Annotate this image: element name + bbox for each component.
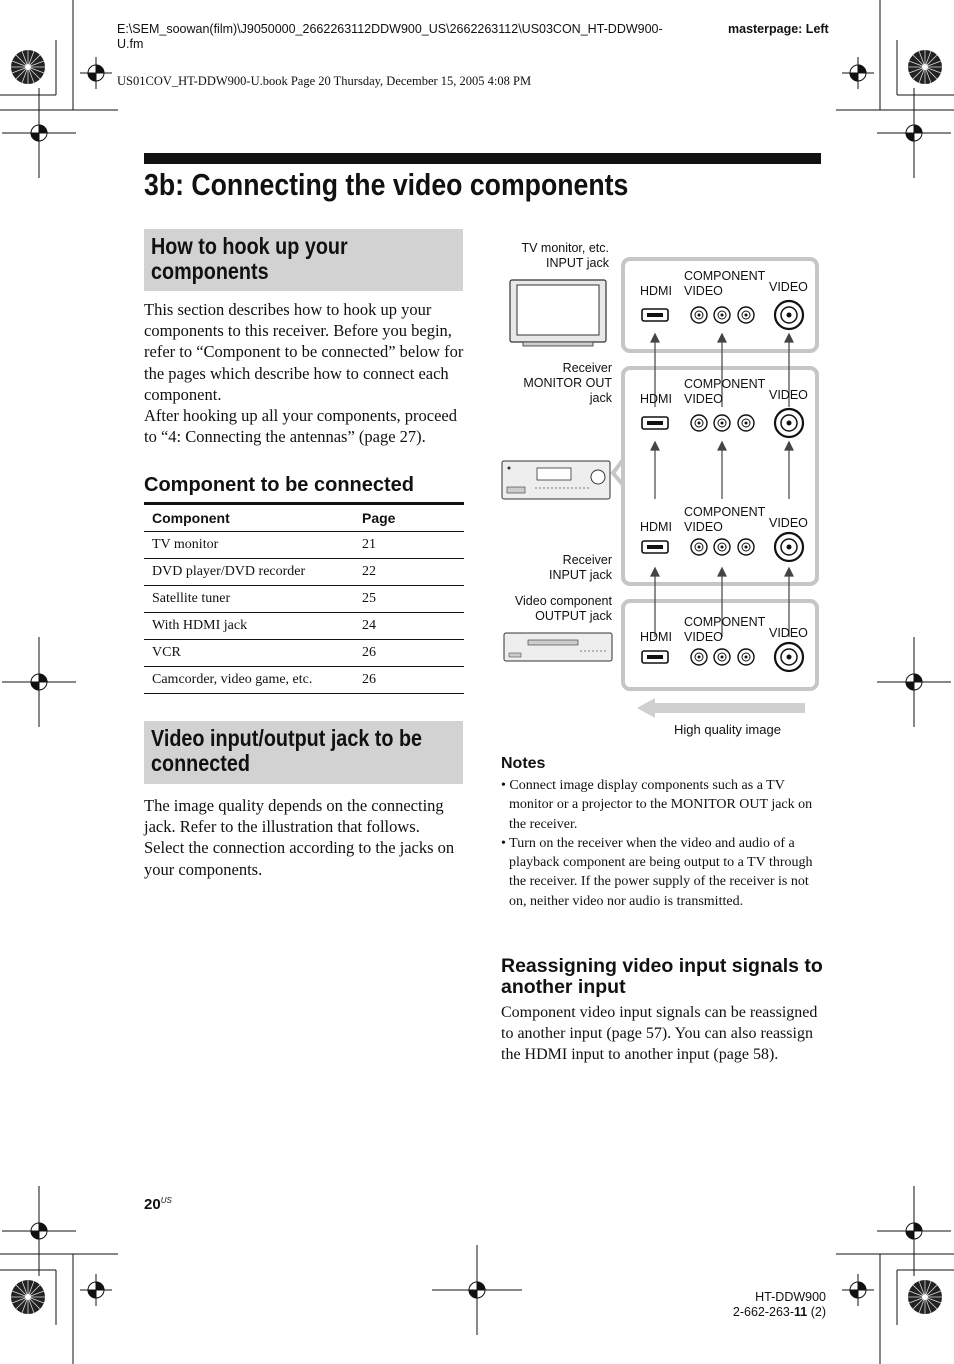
component-word: COMPONENT: [684, 505, 766, 519]
component-cell: With HDMI jack: [144, 613, 354, 640]
part-code-bold: 11: [794, 1305, 808, 1319]
mon-label-line-3: jack: [589, 391, 612, 405]
monitor-out-label: [470, 361, 612, 406]
part-code-suffix: (2): [807, 1305, 826, 1319]
video-word: VIDEO: [684, 520, 723, 534]
page-cell: 26: [354, 667, 464, 694]
reassign-heading: Reassigning video input signals to another input: [501, 955, 823, 998]
page-number: [144, 1196, 172, 1213]
page-title: 3b: Connecting the video components: [144, 167, 629, 202]
video-label: VIDEO: [769, 626, 808, 640]
component-table: [144, 502, 464, 694]
col-page-header: Page: [354, 504, 464, 532]
dvd-illustration: [504, 633, 612, 661]
receiver-illustration: [502, 461, 610, 499]
section-heading-hookup: [144, 229, 463, 291]
hookup-paragraph-2: After hooking up all your components, proceed to “4: Connecting the antennas” (page 27).: [144, 406, 457, 447]
note-text: Turn on the receiver when the video and audio of a playback component are being output to a TV through the receiver. If the power supply of the receiver is not on, neither video nor audio is transmitted.: [509, 835, 813, 909]
video-label: VIDEO: [769, 388, 808, 402]
col-component-header: Component: [144, 504, 354, 532]
hookup-text: [144, 299, 464, 447]
list-item: • Turn on the receiver when the video and audio of a playback component are being output to a TV through the receiver. If the power supply of the receiver is not on, neither video nor audio is transmitted.: [501, 835, 813, 909]
vc-label-line-1: Video component: [514, 594, 612, 608]
video-output-label: [470, 594, 612, 624]
video-jack-heading: Video input/output jack to be connected: [151, 725, 423, 776]
jack-row-monitor-out: [642, 409, 803, 437]
component-label: [684, 269, 765, 299]
notes-heading: Notes: [501, 755, 546, 772]
page-cell: 25: [354, 586, 464, 613]
hookup-paragraph-1: This section describes how to hook up your components to this receiver. Before you begin, refer to “Component to be connected” below for the pages which describe how to connect each component.: [144, 300, 464, 404]
quality-arrow: [637, 698, 805, 718]
jack-row-video-output: [642, 643, 803, 671]
component-word: COMPONENT: [684, 615, 766, 629]
component-table-heading: Component to be connected: [144, 474, 414, 496]
hdmi-label: HDMI: [640, 284, 672, 298]
part-code: [690, 1305, 826, 1320]
hdmi-label: HDMI: [640, 630, 672, 644]
quality-label: High quality image: [674, 722, 781, 737]
tv-illustration: [510, 280, 606, 346]
table-row: [144, 613, 464, 640]
video-word: VIDEO: [684, 392, 723, 406]
table-header-row: [144, 504, 464, 532]
vc-label-line-2: OUTPUT jack: [535, 609, 612, 623]
page-cell: 21: [354, 532, 464, 559]
video-label: VIDEO: [769, 280, 808, 294]
video-label: VIDEO: [769, 516, 808, 530]
page-cell: 22: [354, 559, 464, 586]
section-heading-video-jack: [144, 721, 463, 784]
component-cell: TV monitor: [144, 532, 354, 559]
tv-label-line-2: INPUT jack: [546, 256, 609, 270]
note-text: Connect image display components such as a TV monitor or a projector to the MONITOR OUT jack on the receiver.: [509, 778, 813, 832]
rin-label-line-1: Receiver: [562, 553, 612, 567]
file-path: E:\SEM_soowan(film)\J9050000_2662263112DDW900_US\2662263112\US03CON_HT-DDW900-U.fm: [117, 22, 663, 51]
page-number-suffix: US: [160, 1196, 172, 1205]
reassign-paragraph: Component video input signals can be reassigned to another input (page 57). You can also reassign the HDMI input to another input (page 58).: [501, 1004, 818, 1064]
mon-label-line-2: MONITOR OUT: [523, 376, 612, 390]
table-row: [144, 559, 464, 586]
receiver-input-label: [470, 553, 612, 583]
component-label: [684, 377, 765, 407]
page-cell: 24: [354, 613, 464, 640]
notes-list: [501, 776, 823, 911]
model-name: HT-DDW900: [755, 1290, 826, 1304]
mon-label-line-1: Receiver: [562, 361, 612, 375]
masterpage-label: masterpage: Left: [728, 22, 829, 36]
component-cell: Satellite tuner: [144, 586, 354, 613]
video-jack-paragraph: The image quality depends on the connecting jack. Refer to the illustration that follows. Select the connection according to the jacks on your components.: [144, 796, 455, 879]
tv-label-line-1: TV monitor, etc.: [521, 241, 609, 255]
component-word: COMPONENT: [684, 377, 766, 391]
component-cell: VCR: [144, 640, 354, 667]
table-row: [144, 640, 464, 667]
video-word: VIDEO: [684, 630, 723, 644]
page-number-value: 20: [144, 1196, 161, 1213]
tv-input-label: [470, 241, 609, 271]
footer-model-code: [690, 1290, 826, 1320]
table-row: [144, 586, 464, 613]
jack-row-receiver-input: [642, 533, 803, 561]
component-word: COMPONENT: [684, 269, 766, 283]
page-cell: 26: [354, 640, 464, 667]
video-word: VIDEO: [684, 284, 723, 298]
component-cell: Camcorder, video game, etc.: [144, 667, 354, 694]
hdmi-label: HDMI: [640, 520, 672, 534]
list-item: • Connect image display components such as a TV monitor or a projector to the MONITOR OUT jack on the receiver.: [501, 778, 813, 832]
rin-label-line-2: INPUT jack: [549, 568, 612, 582]
hookup-heading: How to hook up your components: [151, 233, 348, 284]
part-code-prefix: 2-662-263-: [732, 1305, 795, 1319]
component-cell: DVD player/DVD recorder: [144, 559, 354, 586]
book-info-line: US01COV_HT-DDW900-U.book Page 20 Thursday, December 15, 2005 4:08 PM: [117, 74, 532, 88]
hdmi-label: HDMI: [640, 392, 672, 406]
component-label: [684, 615, 765, 645]
component-label: [684, 505, 765, 535]
connection-diagram: [495, 235, 825, 745]
table-row: [144, 667, 464, 694]
title-rule: [144, 153, 821, 164]
table-row: [144, 532, 464, 559]
jack-row-tv: [642, 301, 803, 329]
